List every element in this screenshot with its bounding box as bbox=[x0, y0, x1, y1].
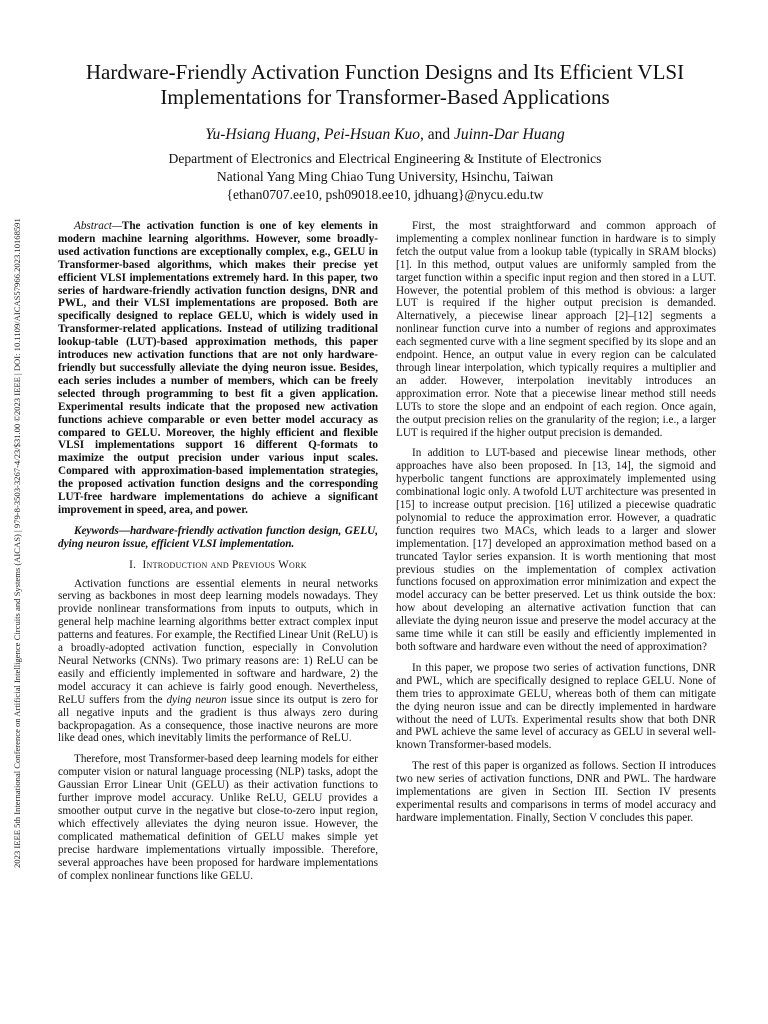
keywords-label: Keywords bbox=[74, 524, 119, 537]
affiliation-university: National Yang Ming Chiao Tung University, Hsinchu, Taiwan bbox=[216, 169, 554, 184]
author-2: Pei-Hsuan Kuo bbox=[324, 126, 421, 143]
section-number: I. bbox=[129, 558, 137, 571]
author-separator: , bbox=[316, 126, 325, 143]
body-paragraph-3: First, the most straightforward and common approach of implementing a complex nonlinear function in hardware is to simply fetch the output value from a lookup table (typically in SRAM blocks) [1]. In this method, output values are uniformly sampled from the target function within a specific input region and then stored in a LUT. However, the potential problem of this method is obvious: a larger LUT is required if the higher output precision is demanded. Alternatively, a piecewise linear approach [2]–[12] segments a nonlinear function curve into a number of regions and approximates each segmented curve with a line segment specified by its slope and an endpoint. Hence, an output value in every region can be calculated through linear interpolation, which typically requires a multiplier and an adder. However, interpolation inevitably introduces an approximation error. Note that a piecewise linear method still needs LUTs to store the slope and an endpoint of each region. Once again, the output precision relies on the granularity of the region; i.e., a larger LUT is required if the higher output precision is demanded. bbox=[396, 220, 716, 439]
author-1: Yu-Hsiang Huang bbox=[205, 126, 317, 143]
intro-paragraph-2: Therefore, most Transformer-based deep learning models for either computer vision or natural language processing (NLP) tasks, adopt the Gaussian Error Linear Unit (GELU) as their activation functions to further improve model accuracy. Unlike ReLU, GELU provides a smoother output curve in the negative but close-to-zero input region, which effectively alleviates the dying neuron issue. However, the complicated mathematical definition of GELU makes simple yet precise hardware implementations virtually impossible. Therefore, several approaches have been proposed for hardware implementations of complex nonlinear functions like GELU. bbox=[58, 753, 378, 882]
intro-p1-text-b: issue since its output is zero for all negative inputs and the gradient is thus always zero during backpropagation. As a consequence, those inactive neurons are more like dead ones, which inevitably limits the performance of ReLU. bbox=[58, 693, 378, 745]
body-paragraph-5: In this paper, we propose two series of activation functions, DNR and PWL, which are specifically designed to replace GELU. None of them tries to approximate GELU, whereas both of them can mitigate the dying neuron issue and can be directly implemented in hardware without the need of LUTs. Experimental results show that both DNR and PWL achieve the same level of accuracy as GELU in several well-known Transformer-based models. bbox=[396, 661, 716, 752]
author-separator: , and bbox=[420, 126, 455, 143]
emphasis-dying-neuron: dying neuron bbox=[166, 693, 227, 706]
abstract-paragraph bbox=[58, 220, 378, 517]
author-list bbox=[40, 126, 730, 144]
abstract-text: The activation function is one of key elements in modern machine learning algorithms. However, some broadly-used activation functions are exceptionally complex, e.g., GELU in Transformer-based algorithms, which makes their precise yet efficient VLSI implementations extremely hard. In this paper, two series of hardware-friendly activation function designs, DNR and PWL, and their VLSI implementations are proposed. Both are specifically designed to replace GELU, which is widely used in Transformer-related applications. Instead of utilizing traditional lookup-table (LUT)-based approximation methods, this paper introduces new activation functions that are not only hardware-friendly but successfully alleviate the dying neuron issue. Besides, each series includes a number of members, which can be freely selected through programming to best fit a given application. Experimental results indicate that the proposed new activation functions achieve comparable or even better model accuracy as compared to GELU. Moreover, the highly efficient and flexible VLSI implementations support 16 different Q-formats to maximize the output precision under various input scales. Compared with approximation-based implementation strategies, the proposed activation function designs and the corresponding LUT-free hardware implementations do achieve a significant improvement in speed, area, and power. bbox=[58, 220, 378, 516]
author-3: Juinn-Dar Huang bbox=[454, 126, 565, 143]
affiliation-department: Department of Electronics and Electrical Engineering & Institute of Electronics bbox=[168, 151, 602, 166]
keywords-dash: — bbox=[118, 524, 130, 537]
intro-paragraph-1 bbox=[58, 578, 378, 746]
conference-doi-sidenote bbox=[8, 140, 26, 880]
body-paragraph-6: The rest of this paper is organized as follows. Section II introduces two new series of activation functions, DNR and PWL. The hardware implementations are given in Section III. Section IV presents experimental results and comparisons in terms of model accuracy and hardware implementation. Finally, Section V concludes this paper. bbox=[396, 760, 716, 824]
right-column bbox=[396, 220, 716, 833]
author-emails: {ethan0707.ee10, psh09018.ee10, jdhuang}@nycu.edu.tw bbox=[226, 187, 544, 202]
section-title: Introduction and Previous Work bbox=[142, 558, 307, 571]
keywords-text: hardware-friendly activation function design, GELU, dying neuron issue, efficient VLSI implementation. bbox=[58, 524, 378, 550]
body-paragraph-4: In addition to LUT-based and piecewise linear methods, other approaches have also been proposed. In [13, 14], the sigmoid and hyperbolic tangent functions are approximately implemented using combinational logic only. A twofold LUT architecture was presented in [15] to increase output precision. [16] utilized a piecewise quadratic polynomial to reduce the approximation error. However, a quadratic function requires two MACs, which leads to a larger and slower implementation. [17] developed an approximation method based on a truncated Taylor series expansion. It is worth mentioning that most previous studies on the implementation of complex activation functions focused on approximation error minimization and expect the model accuracy can be better preserved. Let us think outside the box: how about developing an alternative activation function that can alleviate the dying neuron issue and preserve the model accuracy at the same time while it can still be easily and efficiently implemented in both software and hardware even without the need of approximation? bbox=[396, 447, 716, 653]
affiliation-block bbox=[40, 150, 730, 204]
paper-title: Hardware-Friendly Activation Function Designs and Its Efficient VLSI Implementations for Transformer-Based Applications bbox=[85, 60, 685, 109]
left-column bbox=[58, 220, 378, 890]
sidenote-text: 2023 IEEE 5th International Conference on Artificial Intelligence Circuits and Systems (AICAS) | 979-8-3503-3267-4/23/$31.00 ©2023 IEEE | DOI: 10.1109/AICAS57966.2023.10168591 bbox=[12, 218, 22, 868]
abstract-dash: — bbox=[111, 220, 122, 232]
keywords-paragraph bbox=[58, 525, 378, 551]
intro-p1-text-a: Activation functions are essential elements in neural networks serving as backbones in most deep learning models nowadays. They provide nonlinear transformations from inputs to outputs, which in general help machine learning algorithms better extract complex input patterns and features. For example, the Rectified Linear Unit (ReLU) is a broadly-adopted activation function, especially in Convolution Neural Networks (CNNs). Two primary reasons are: 1) ReLU can be easily and efficiently implemented in software and hardware, 2) the model accuracy it can achieve is fairly good enough. Nevertheless, ReLU suffers from the bbox=[58, 577, 378, 706]
section-heading bbox=[58, 559, 378, 572]
abstract-label: Abstract bbox=[74, 220, 112, 232]
